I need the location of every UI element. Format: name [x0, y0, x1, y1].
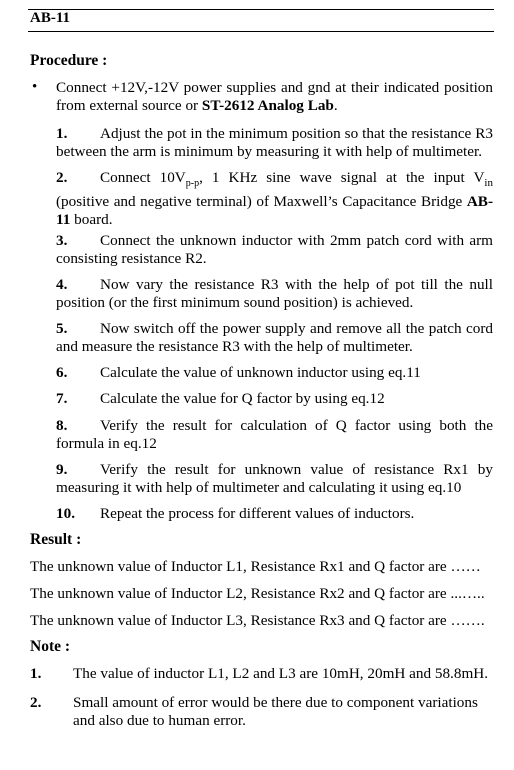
bullet-icon: • [32, 79, 38, 95]
note-heading: Note : [30, 638, 71, 655]
step-text: Verify the result for unknown value of resistance Rx1 by measuring it with help of multimeter and calculating it using eq.10 [56, 461, 493, 496]
step-number: 10. [56, 505, 75, 522]
board-name: AB-11 [56, 193, 493, 229]
step-4 [56, 276, 493, 312]
step-number: 4. [56, 276, 68, 293]
step-subscript: in [484, 177, 493, 190]
step-10 [56, 505, 493, 523]
step-number: 6. [56, 364, 68, 381]
step-text: Now vary the resistance R3 with the help of pot till the null position (or the first minimum sound position) is achieved. [56, 276, 493, 311]
step-number: 2. [56, 169, 68, 186]
header-label: AB-11 [30, 10, 71, 26]
result-line-2: The unknown value of Inductor L2, Resistance Rx2 and Q factor are ...….. [30, 585, 485, 602]
step-text: Adjust the pot in the minimum position so that the resistance R3 between the arm is minimum by measuring it with help of multimeter. [56, 125, 493, 160]
step-text: Connect the unknown inductor with 2mm patch cord with arm consisting resistance R2. [56, 232, 493, 267]
procedure-intro [56, 79, 493, 115]
step-3 [56, 232, 493, 268]
step-1 [56, 125, 493, 161]
step-number: 8. [56, 417, 68, 434]
step-8 [56, 417, 493, 453]
step-number: 1. [56, 125, 68, 142]
step-text: Repeat the process for different values of inductors. [100, 505, 415, 522]
step-number: 3. [56, 232, 68, 249]
step-number: 5. [56, 320, 68, 337]
step-5 [56, 320, 493, 356]
note-text-2: Small amount of error would be there due to component variations and also due to human error. [73, 694, 478, 729]
result-heading: Result : [30, 531, 82, 548]
step-text: Calculate the value for Q factor by using eq.12 [100, 390, 385, 407]
procedure-intro-text: Connect +12V,-12V power supplies and gnd at their indicated position from external source or [56, 79, 493, 114]
step-9 [56, 461, 493, 497]
step-text: Now switch off the power supply and remove all the patch cord and measure the resistance R3 with the help of multimeter. [56, 320, 493, 355]
analog-lab-name: ST-2612 Analog Lab [201, 97, 334, 114]
step-7 [56, 390, 493, 408]
step-text: board. [70, 211, 113, 229]
step-text: (positive and negative terminal) of Maxwell’s Capacitance Bridge [56, 193, 467, 211]
result-line-3: The unknown value of Inductor L3, Resistance Rx3 and Q factor are ……. [30, 612, 485, 629]
note-text-1: The value of inductor L1, L2 and L3 are 10mH, 20mH and 58.8mH. [73, 665, 489, 682]
procedure-heading: Procedure : [30, 52, 108, 69]
note-number-2: 2. [30, 694, 42, 711]
step-6 [56, 364, 493, 382]
procedure-intro-end: . [333, 97, 338, 114]
step-text: Calculate the value of unknown inductor using eq.11 [100, 364, 421, 381]
step-number: 9. [56, 461, 68, 478]
step-text: Verify the result for calculation of Q factor using both the formula in eq.12 [56, 417, 493, 452]
header-bottom-rule [28, 31, 494, 32]
step-number: 7. [56, 390, 68, 407]
header-top-rule [28, 9, 494, 10]
result-line-1: The unknown value of Inductor L1, Resistance Rx1 and Q factor are …… [30, 558, 481, 575]
step-text: Connect 10V [100, 169, 186, 186]
step-2 [56, 169, 493, 229]
step-text: , 1 KHz sine wave signal at the input V [199, 169, 485, 186]
note-number-1: 1. [30, 665, 42, 682]
step-subscript: p-p [185, 178, 200, 190]
